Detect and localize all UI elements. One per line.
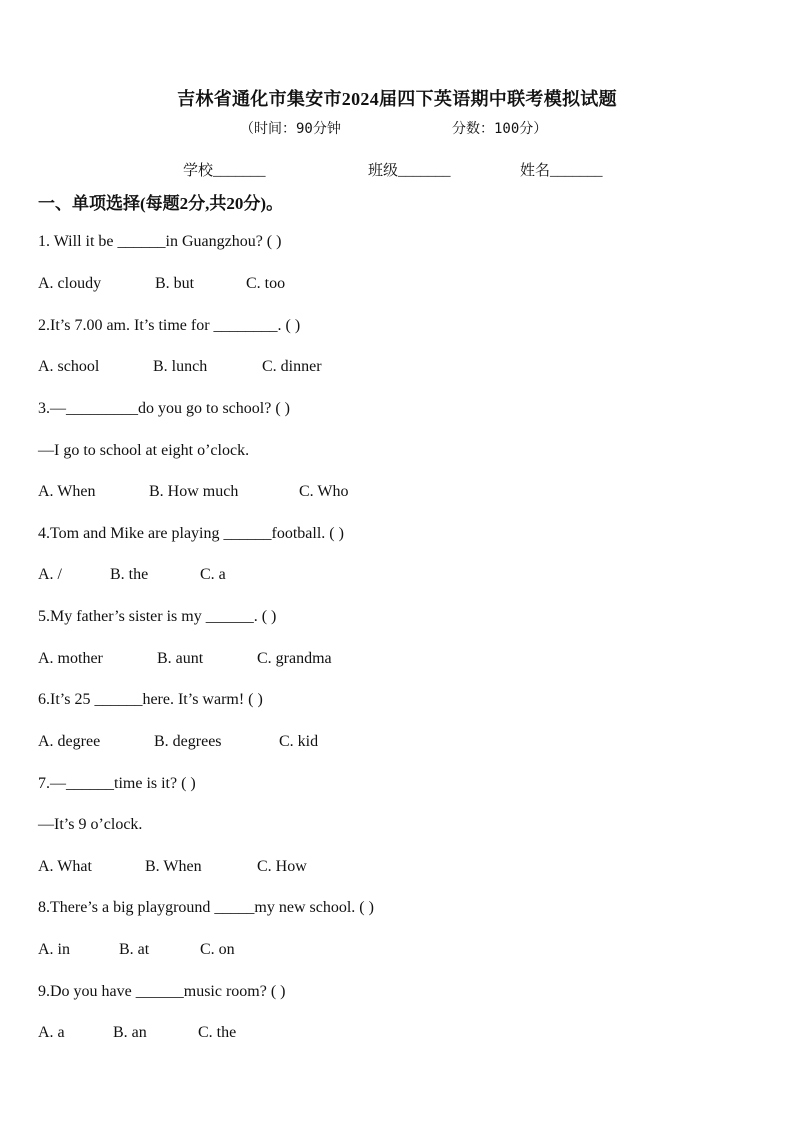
question-2-option-a: A. school xyxy=(38,358,100,375)
question-8-option-b: B. at xyxy=(119,941,150,958)
question-6-option-a: A. degree xyxy=(38,733,101,750)
class-field: 班级_______ xyxy=(368,163,451,179)
question-9-option-a: A. a xyxy=(38,1024,65,1041)
question-3-stem: 3.—_________do you go to school? ( ) xyxy=(38,400,290,417)
name-field: 姓名_______ xyxy=(520,163,603,179)
question-9-stem: 9.Do you have ______music room? ( ) xyxy=(38,983,286,1000)
question-8-option-a: A. in xyxy=(38,941,70,958)
question-3-option-b: B. How much xyxy=(149,483,239,500)
question-6-option-c: C. kid xyxy=(279,733,319,750)
question-5-option-a: A. mother xyxy=(38,650,103,667)
question-7-option-c: C. How xyxy=(257,858,307,875)
question-4-option-b: B. the xyxy=(110,566,149,583)
question-6-option-b: B. degrees xyxy=(154,733,222,750)
question-3-option-c: C. Who xyxy=(299,483,349,500)
question-3-answer-line: —I go to school at eight o’clock. xyxy=(38,442,250,459)
question-5-option-c: C. grandma xyxy=(257,650,332,667)
section-heading: 一、单项选择(每题2分,共20分)。 xyxy=(38,194,284,213)
exam-time: （时间：90分钟 xyxy=(240,121,341,137)
question-2-stem: 2.It’s 7.00 am. It’s time for ________. ( ) xyxy=(38,317,301,334)
question-3-option-a: A. When xyxy=(38,483,96,500)
question-2-option-c: C. dinner xyxy=(262,358,322,375)
question-7-stem: 7.—______time is it? ( ) xyxy=(38,775,196,792)
question-4-option-a: A. / xyxy=(38,566,62,583)
question-4-option-c: C. a xyxy=(200,566,226,583)
question-8-option-c: C. on xyxy=(200,941,235,958)
question-5-stem: 5.My father’s sister is my ______. ( ) xyxy=(38,608,277,625)
question-4-stem: 4.Tom and Mike are playing ______football. ( ) xyxy=(38,525,344,542)
question-7-option-a: A. What xyxy=(38,858,92,875)
question-7-option-b: B. When xyxy=(145,858,202,875)
school-field: 学校_______ xyxy=(183,163,266,179)
question-6-stem: 6.It’s 25 ______here. It’s warm! ( ) xyxy=(38,691,263,708)
question-2-option-b: B. lunch xyxy=(153,358,208,375)
question-8-stem: 8.There’s a big playground _____my new school. ( ) xyxy=(38,899,374,916)
question-9-option-b: B. an xyxy=(113,1024,147,1041)
question-1-option-b: B. but xyxy=(155,275,195,292)
question-5-option-b: B. aunt xyxy=(157,650,204,667)
page-title: 吉林省通化市集安市2024届四下英语期中联考模拟试题 xyxy=(177,89,617,109)
question-7-answer-line: —It’s 9 o’clock. xyxy=(38,816,143,833)
question-1-option-a: A. cloudy xyxy=(38,275,102,292)
exam-score: 分数：100分） xyxy=(452,121,548,137)
question-9-option-c: C. the xyxy=(198,1024,237,1041)
question-1-stem: 1. Will it be ______in Guangzhou? ( ) xyxy=(38,233,282,250)
question-1-option-c: C. too xyxy=(246,275,286,292)
